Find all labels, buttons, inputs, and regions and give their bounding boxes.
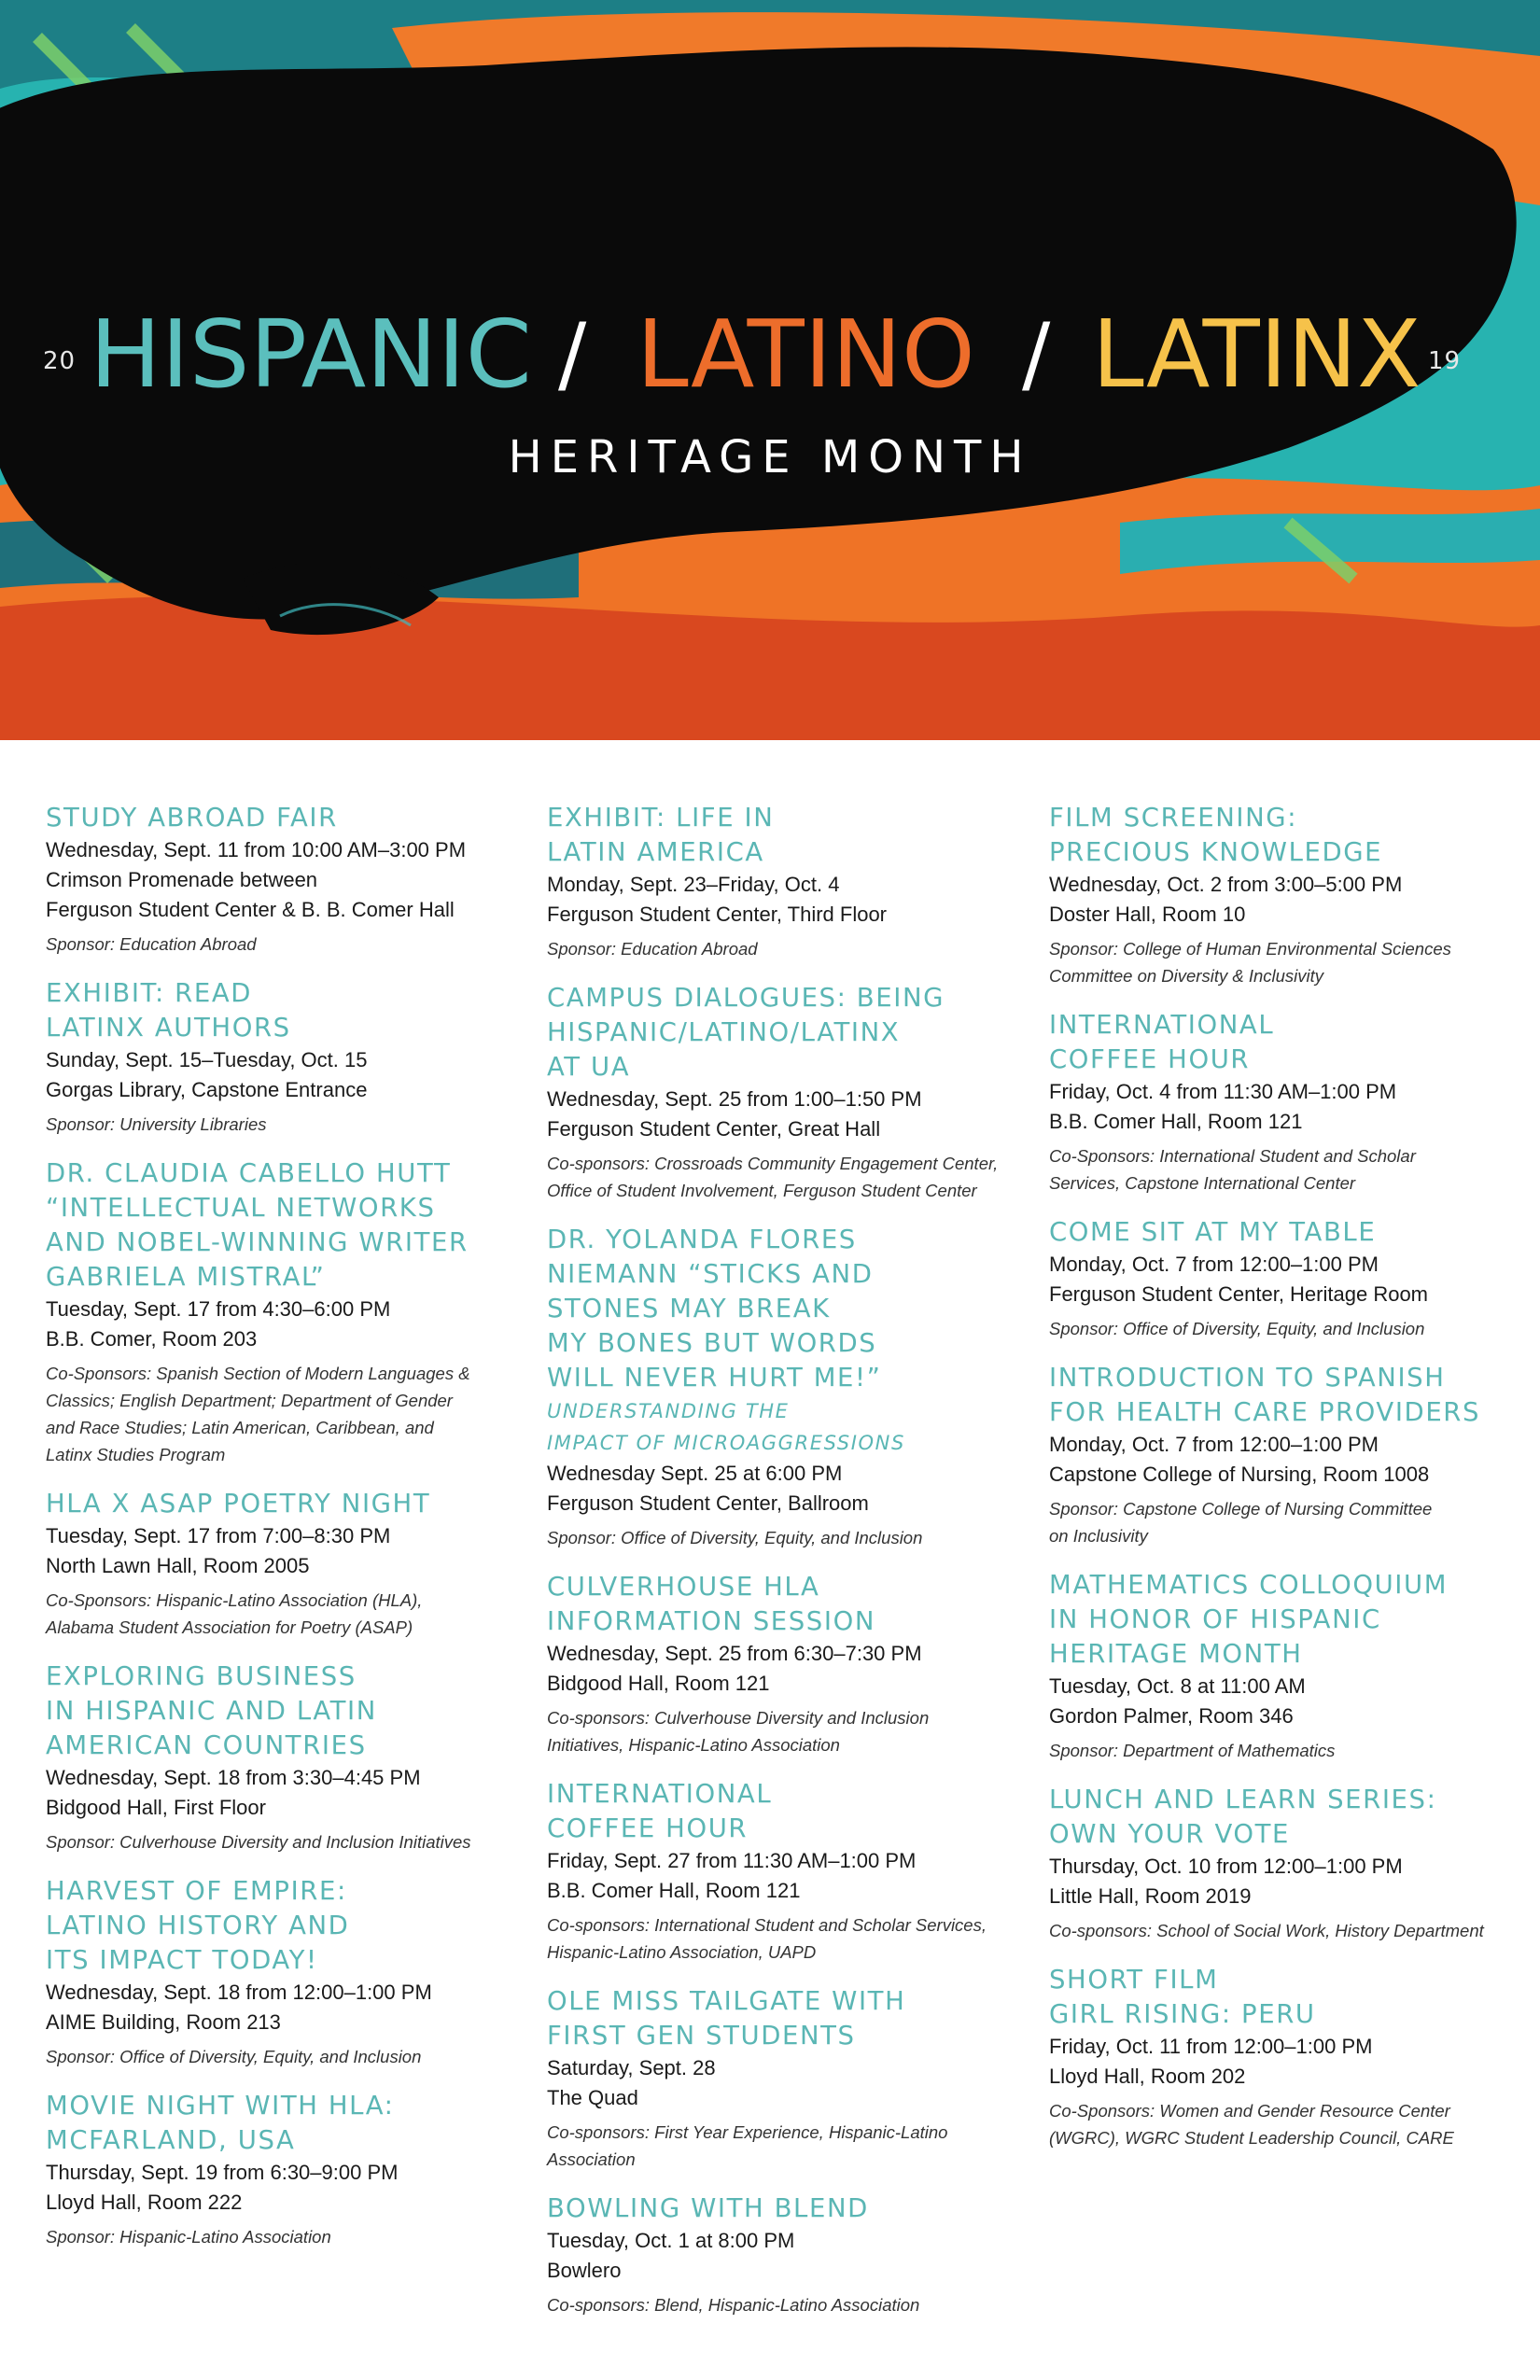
title-latinx: LATINX	[1092, 300, 1421, 409]
event-date: Wednesday, Sept. 18 from 3:30–4:45 PM	[46, 1766, 421, 1789]
event-location: Capstone College of Nursing, Room 1008	[1049, 1463, 1430, 1486]
events-column-1	[46, 801, 531, 2269]
event-title: INTERNATIONAL COFFEE HOUR	[547, 1779, 773, 1843]
event-sponsor: Co-sponsors: International Student and Scholar Services, Hispanic-Latino Association, UAPD	[547, 1915, 987, 1962]
event-date: Wednesday, Sept. 25 from 1:00–1:50 PM	[547, 1087, 922, 1111]
event-date: Tuesday, Oct. 1 at 8:00 PM	[547, 2229, 795, 2252]
title-hispanic: HISPANIC	[90, 300, 532, 409]
event-title: OLE MISS TAILGATE WITH FIRST GEN STUDENTS	[547, 1986, 906, 2051]
event-date: Thursday, Oct. 10 from 12:00–1:00 PM	[1049, 1855, 1403, 1878]
event-sponsor: Sponsor: Office of Diversity, Equity, and Inclusion	[46, 2047, 422, 2066]
event-date: Friday, Oct. 4 from 11:30 AM–1:00 PM	[1049, 1080, 1397, 1103]
year-right: 19	[1428, 347, 1462, 375]
event-block	[46, 1659, 531, 1855]
event-sponsor: Sponsor: Hispanic-Latino Association	[46, 2227, 331, 2247]
event-location: Ferguson Student Center, Heritage Room	[1049, 1282, 1429, 1306]
event-sponsor: Sponsor: Department of Mathematics	[1049, 1741, 1336, 1760]
event-subtitle: UNDERSTANDING THE IMPACT OF MICROAGGRESSIONS	[547, 1400, 905, 1454]
event-date: Tuesday, Oct. 8 at 11:00 AM	[1049, 1674, 1306, 1698]
event-block	[1049, 1568, 1534, 1764]
event-sponsor: Sponsor: Capstone College of Nursing Committee on Inclusivity	[1049, 1499, 1433, 1546]
event-title: BOWLING WITH BLEND	[547, 2193, 869, 2223]
event-block	[46, 2089, 531, 2250]
event-title: SHORT FILM GIRL RISING: PERU	[1049, 1965, 1316, 2029]
event-location: Ferguson Student Center, Ballroom	[547, 1491, 869, 1515]
event-title: DR. CLAUDIA CABELLO HUTT “INTELLECTUAL NETWORKS AND NOBEL-WINNING WRITER GABRIELA MISTRAL”	[46, 1158, 469, 1292]
event-sponsor: Sponsor: University Libraries	[46, 1114, 267, 1134]
year-left: 20	[43, 347, 77, 375]
title-latino: LATINO	[637, 300, 975, 409]
event-block	[46, 976, 531, 1138]
event-title: FILM SCREENING: PRECIOUS KNOWLEDGE	[1049, 803, 1383, 867]
event-date: Tuesday, Sept. 17 from 7:00–8:30 PM	[46, 1524, 391, 1547]
event-block	[547, 1570, 1032, 1758]
event-block	[46, 1156, 531, 1468]
event-title: EXPLORING BUSINESS IN HISPANIC AND LATIN AMERICAN COUNTRIES	[46, 1661, 377, 1760]
event-title: LUNCH AND LEARN SERIES: OWN YOUR VOTE	[1049, 1785, 1437, 1849]
event-block	[547, 981, 1032, 1204]
event-title: INTRODUCTION TO SPANISH FOR HEALTH CARE PROVIDERS	[1049, 1363, 1481, 1427]
event-sponsor: Sponsor: Office of Diversity, Equity, and Inclusion	[547, 1528, 923, 1547]
event-block	[547, 1984, 1032, 2173]
event-sponsor: Co-Sponsors: Women and Gender Resource Center (WGRC), WGRC Student Leadership Council, CARE	[1049, 2101, 1454, 2148]
event-sponsor: Co-sponsors: School of Social Work, History Department	[1049, 1921, 1484, 1940]
event-date: Wednesday Sept. 25 at 6:00 PM	[547, 1462, 843, 1485]
event-location: North Lawn Hall, Room 2005	[46, 1554, 310, 1577]
event-location: Bidgood Hall, First Floor	[46, 1796, 266, 1819]
event-date: Wednesday, Sept. 25 from 6:30–7:30 PM	[547, 1642, 922, 1665]
event-sponsor: Sponsor: Education Abroad	[547, 939, 758, 959]
event-location: Gordon Palmer, Room 346	[1049, 1704, 1294, 1728]
event-block	[1049, 1215, 1534, 1342]
event-location: Lloyd Hall, Room 222	[46, 2191, 243, 2214]
event-title: MOVIE NIGHT WITH HLA: MCFARLAND, USA	[46, 2091, 395, 2155]
events-column-3	[1049, 801, 1534, 2170]
heritage-month-subtitle: HERITAGE MONTH	[508, 431, 1032, 483]
event-sponsor: Co-sponsors: Culverhouse Diversity and Inclusion Initiatives, Hispanic-Latino Association	[547, 1708, 930, 1755]
event-block	[46, 801, 531, 958]
event-date: Tuesday, Sept. 17 from 4:30–6:00 PM	[46, 1297, 391, 1321]
event-sponsor: Co-Sponsors: Hispanic-Latino Association (HLA), Alabama Student Association for Poetry (ASAP)	[46, 1590, 423, 1637]
event-sponsor: Sponsor: Culverhouse Diversity and Inclusion Initiatives	[46, 1832, 471, 1852]
event-block	[547, 1777, 1032, 1966]
event-block	[547, 2191, 1032, 2318]
event-location: Bidgood Hall, Room 121	[547, 1672, 770, 1695]
header-banner	[0, 0, 1540, 740]
title-separator: /	[558, 305, 587, 403]
event-location: Lloyd Hall, Room 202	[1049, 2065, 1246, 2088]
event-title: HARVEST OF EMPIRE: LATINO HISTORY AND ITS IMPACT TODAY!	[46, 1876, 350, 1975]
event-location: Gorgas Library, Capstone Entrance	[46, 1078, 368, 1101]
event-sponsor: Sponsor: Office of Diversity, Equity, and Inclusion	[1049, 1319, 1425, 1338]
event-date: Wednesday, Sept. 18 from 12:00–1:00 PM	[46, 1981, 432, 2004]
event-date: Monday, Sept. 23–Friday, Oct. 4	[547, 873, 840, 896]
event-date: Monday, Oct. 7 from 12:00–1:00 PM	[1049, 1253, 1379, 1276]
event-title: HLA X ASAP POETRY NIGHT	[46, 1489, 431, 1519]
event-block	[1049, 1361, 1534, 1549]
event-location: B.B. Comer Hall, Room 121	[1049, 1110, 1303, 1133]
event-title: CULVERHOUSE HLA INFORMATION SESSION	[547, 1572, 875, 1636]
events-column-2	[547, 801, 1032, 2337]
event-location: The Quad	[547, 2086, 638, 2109]
event-sponsor: Co-sponsors: Blend, Hispanic-Latino Association	[547, 2295, 920, 2315]
event-block	[1049, 801, 1534, 989]
event-block	[547, 801, 1032, 962]
event-sponsor: Co-sponsors: Crossroads Community Engagement Center, Office of Student Involvement, Ferguson Student Center	[547, 1154, 999, 1200]
event-date: Wednesday, Sept. 11 from 10:00 AM–3:00 PM	[46, 838, 467, 861]
event-title: MATHEMATICS COLLOQUIUM IN HONOR OF HISPANIC HERITAGE MONTH	[1049, 1570, 1449, 1669]
event-block	[1049, 1008, 1534, 1197]
event-location: Bowlero	[547, 2259, 622, 2282]
event-location: Crimson Promenade between	[46, 868, 318, 891]
event-title: EXHIBIT: READ LATINX AUTHORS	[46, 978, 291, 1043]
event-location: B.B. Comer, Room 203	[46, 1327, 258, 1351]
event-date: Saturday, Sept. 28	[547, 2056, 716, 2079]
event-title: EXHIBIT: LIFE IN LATIN AMERICA	[547, 803, 775, 867]
event-location: Ferguson Student Center & B. B. Comer Hall	[46, 898, 455, 921]
event-sponsor: Sponsor: College of Human Environmental Sciences Committee on Diversity & Inclusivity	[1049, 939, 1451, 986]
title-separator: /	[1022, 305, 1051, 403]
event-location: Ferguson Student Center, Third Floor	[547, 903, 888, 926]
event-sponsor: Co-Sponsors: International Student and Scholar Services, Capstone International Center	[1049, 1146, 1416, 1193]
event-date: Sunday, Sept. 15–Tuesday, Oct. 15	[46, 1048, 368, 1071]
event-block	[46, 1874, 531, 2070]
event-block	[46, 1487, 531, 1641]
event-location: Ferguson Student Center, Great Hall	[547, 1117, 881, 1141]
event-date: Monday, Oct. 7 from 12:00–1:00 PM	[1049, 1433, 1379, 1456]
event-location: Doster Hall, Room 10	[1049, 903, 1246, 926]
event-date: Thursday, Sept. 19 from 6:30–9:00 PM	[46, 2161, 399, 2184]
event-title: STUDY ABROAD FAIR	[46, 803, 338, 833]
event-block	[1049, 1963, 1534, 2151]
event-date: Wednesday, Oct. 2 from 3:00–5:00 PM	[1049, 873, 1403, 896]
event-block	[547, 1223, 1032, 1551]
event-title: DR. YOLANDA FLORES NIEMANN “STICKS AND STONES MAY BREAK MY BONES BUT WORDS WILL NEVER HURT ME!”	[547, 1225, 882, 1393]
event-sponsor: Co-Sponsors: Spanish Section of Modern Languages & Classics; English Department; Department of Gender and Race Studies; Latin American, Caribbean, and Latinx Studies Program	[46, 1364, 470, 1464]
event-location: AIME Building, Room 213	[46, 2010, 281, 2034]
event-date: Friday, Oct. 11 from 12:00–1:00 PM	[1049, 2035, 1373, 2058]
event-location: Little Hall, Room 2019	[1049, 1884, 1252, 1908]
event-title: COME SIT AT MY TABLE	[1049, 1217, 1377, 1247]
event-title: CAMPUS DIALOGUES: BEING HISPANIC/LATINO/LATINX AT UA	[547, 983, 945, 1082]
event-date: Friday, Sept. 27 from 11:30 AM–1:00 PM	[547, 1849, 917, 1872]
title-row	[0, 299, 1540, 411]
event-sponsor: Sponsor: Education Abroad	[46, 934, 257, 954]
event-sponsor: Co-sponsors: First Year Experience, Hispanic-Latino Association	[547, 2122, 948, 2169]
event-location: B.B. Comer Hall, Room 121	[547, 1879, 801, 1902]
event-block	[1049, 1783, 1534, 1944]
event-title: INTERNATIONAL COFFEE HOUR	[1049, 1010, 1275, 1074]
